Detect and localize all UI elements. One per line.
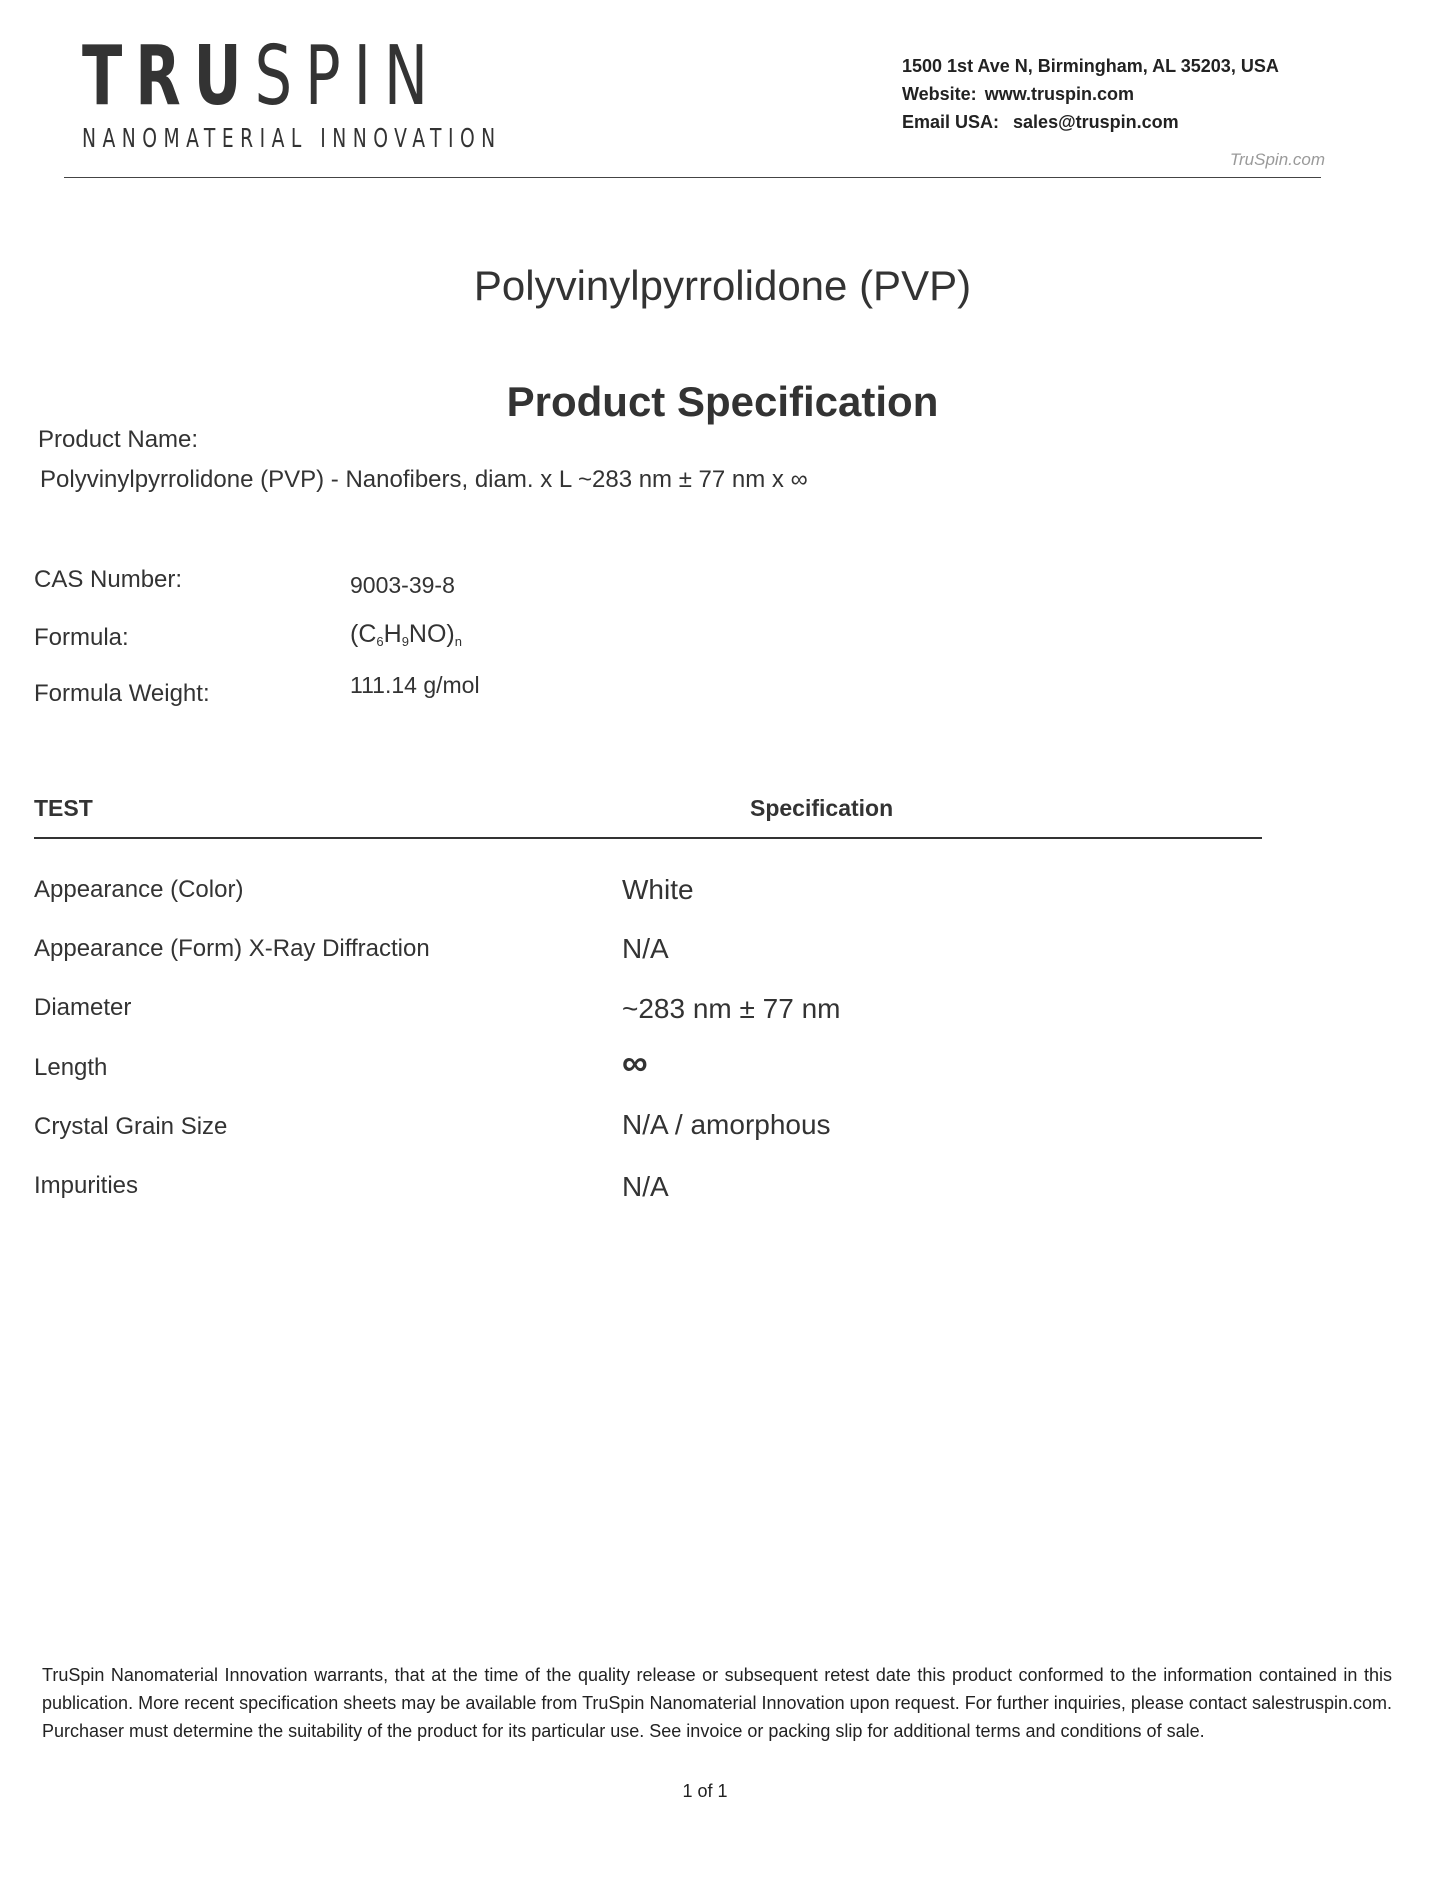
logo-wordmark	[82, 29, 456, 124]
formula-value	[350, 620, 462, 649]
page-number: 1 of 1	[682, 1781, 728, 1801]
company-address: 1500 1st Ave N, Birmingham, AL 35203, USA	[902, 56, 1279, 76]
logo-tagline: NANOMATERIAL INNOVATION	[82, 124, 502, 154]
table-row-spec: N/A	[622, 933, 669, 964]
spec-title: Product Specification	[506, 378, 939, 425]
table-header-specification: Specification	[750, 795, 894, 821]
formula-part: (C	[350, 620, 377, 648]
website-line	[902, 80, 1279, 108]
table-row-test: Length	[34, 1054, 108, 1081]
formula-part: H	[383, 620, 402, 648]
cas-label: CAS Number:	[34, 566, 183, 593]
table-row-spec: N/A / amorphous	[622, 1109, 831, 1140]
table-row-test: Appearance (Color)	[34, 876, 244, 903]
contact-block	[902, 52, 1279, 136]
table-row-test: Diameter	[34, 994, 132, 1021]
table-header-divider	[34, 837, 1262, 839]
logo-wordmark-light: SPIN	[254, 29, 442, 124]
formula-subscript: 9	[401, 634, 409, 649]
formula-subscript: n	[454, 634, 462, 649]
formula-label: Formula:	[34, 624, 129, 651]
formula-subscript: 6	[376, 634, 384, 649]
table-row-spec: N/A	[622, 1171, 669, 1202]
warranty-disclaimer: TruSpin Nanomaterial Innovation warrants, that at the time of the quality release or subsequent retest date this product conformed to the information contained in this publication. More recent specification sheets may be available from TruSpin Nanomaterial Innovation upon request. For further inquiries, please contact salestruspin.com. Purchaser must determine the suitability of the product for its particular use. See invoice or packing slip for additional terms and conditions of sale.	[42, 1665, 1392, 1741]
formula-weight-label: Formula Weight:	[34, 680, 210, 707]
website-link[interactable]: www.truspin.com	[984, 84, 1135, 104]
formula-part: NO)	[408, 620, 455, 648]
email-label: Email USA:	[902, 112, 1000, 132]
product-name-label: Product Name:	[38, 426, 199, 453]
table-row-spec: White	[622, 874, 694, 905]
table-row-spec: ~283 nm ± 77 nm	[622, 993, 841, 1024]
table-row-test: Appearance (Form) X-Ray Diffraction	[34, 935, 430, 962]
table-row-test: Crystal Grain Size	[34, 1113, 228, 1140]
table-header-test: TEST	[34, 795, 93, 821]
truspin-logo	[82, 29, 502, 154]
email-link[interactable]: sales@truspin.com	[1013, 112, 1179, 132]
product-name-value: Polyvinylpyrrolidone (PVP) - Nanofibers, diam. x L ~283 nm ± 77 nm x ∞	[40, 466, 808, 493]
table-row-test: Impurities	[34, 1172, 139, 1199]
logo-wordmark-bold: TRU	[82, 29, 255, 124]
site-watermark: TruSpin.com	[1229, 150, 1325, 169]
header-divider	[64, 177, 1321, 178]
website-label: Website:	[902, 84, 977, 104]
email-line	[902, 108, 1279, 136]
cas-value: 9003-39-8	[350, 572, 455, 598]
formula-weight-value: 111.14 g/mol	[350, 672, 480, 698]
table-row-spec: ∞	[622, 1042, 648, 1083]
product-title: Polyvinylpyrrolidone (PVP)	[473, 262, 972, 309]
